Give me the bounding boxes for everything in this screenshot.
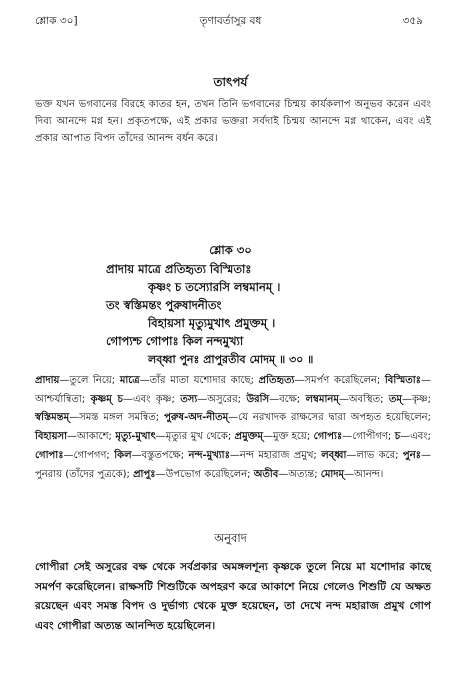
synonyms-paragraph: প্রাদায়—তুলে নিয়ে; মাত্রে—তাঁর মাতা যশোদার কাছে; প্রতিহৃত্য—সমর্পণ করেছিলেন; বিস্মিতাঃ—আশ্চর্যান্বিতা; কৃষ্ণম্ চ—এবং কৃষ্ণ; তস্য—অসুরের; উরসি—বক্ষে; লম্বমানম্—অবস্থিত; তম্—কৃষ্ণ; স্বস্তিমন্তম্—সমস্ত মঙ্গল সমন্বিত; পুরুষ-অদ-নীতম্—যে নরখাদক রাক্ষসের দ্বারা অপহৃত হয়েছিলেন; বিহায়সা—আকাশে; মৃত্যু-মুখাৎ—মৃত্যুর মুখ থেকে; প্রমুক্তম্—মুক্ত হয়ে; গোপ্যঃ—গোপীগণ; চ—এবং; গোপাঃ—গোপগণ; কিল—বস্তুতপক্ষে; নন্দ-মুখ্যাঃ—নন্দ মহারাজ প্রমুখ; লব্ধ্বা—লাভ করে; পুনঃ—পুনরায় (তাঁদের পুত্রকে); প্রাপুঃ—উপভোগ করেছিলেন; অতীব—অত্যন্ত; মোদম্—আনন্দ। xyxy=(35,375,432,480)
synonym-word: পুনঃ xyxy=(402,449,421,461)
synonym-meaning: যে নরখাদক রাক্ষসের দ্বারা অপহৃত হয়েছিলেন; xyxy=(238,412,431,424)
synonym-meaning: নন্দ মহারাজ প্রমুখ; xyxy=(239,449,322,461)
synonym-meaning: এবং কৃষ্ণ; xyxy=(132,393,181,405)
synonym-meaning: কৃষ্ণ; xyxy=(411,393,431,405)
synonym-word: গোপ্যঃ xyxy=(313,431,343,443)
synonym-word: তম্ xyxy=(388,393,402,405)
synonym-meaning: সমর্পণ করেছিলেন; xyxy=(304,375,385,386)
synonym-word: প্রমুক্তম্ xyxy=(234,431,263,443)
synonym-word: গোপাঃ xyxy=(35,449,64,461)
verse-line: বিহায়সা মৃত্যুমুখাৎ প্রমুক্তম্ । xyxy=(148,316,276,330)
synonym-word: মৃত্যু-মুখাৎ xyxy=(115,431,156,443)
synonym-word: লব্ধ্বা xyxy=(321,449,347,461)
synonym-meaning: অসুরের; xyxy=(207,393,247,405)
synonym-meaning: অবস্থিত; xyxy=(348,393,389,405)
synonym-word: পুরুষ-অদ-নীতম্ xyxy=(164,412,229,424)
synonym-word: স্বস্তিমন্তম্ xyxy=(35,412,70,424)
synonym-word: প্রাদায় xyxy=(35,375,60,386)
verse-line: প্রাদায় মাত্রে প্রতিহৃত্য বিস্মিতাঃ xyxy=(106,262,252,276)
synonym-word: প্রতিহৃত্য xyxy=(258,375,295,386)
synonym-meaning: তাঁর মাতা যশোদার কাছে; xyxy=(149,375,259,386)
synonym-word: লম্বমানম্ xyxy=(305,393,339,405)
synonym-meaning: লাভ করে; xyxy=(356,449,403,461)
synonym-meaning: এবং; xyxy=(410,431,432,443)
verse-line: গোপ্যশ্চ গোপাঃ কিল নন্দমুখ্যা xyxy=(106,334,244,348)
verse-line: কৃষ্ণং চ তস্যোরসি লম্বমানম্ । xyxy=(148,280,281,294)
purport-text: ভক্ত যখন ভগবানের বিরহে কাতর হন, তখন তিনি ভগবানের চিন্ময় কার্যকলাপ অনুভব করেন এবং দিব্য আনন্দে মগ্ন হন। প্রকৃতপক্ষে, এই প্রকার ভক্তরা সর্বদাই চিন্ময় আনন্দে মগ্ন থাকেন, এবং এই প্রকার আপাত বিপদ তাঁদের আনন্দ বর্ধন করে। xyxy=(35,99,431,144)
synonym-word: চ xyxy=(394,431,401,443)
header-verse-ref: শ্লোক ৩০] xyxy=(35,15,78,27)
synonym-word: প্রাপুঃ xyxy=(133,468,156,480)
synonym-word: অতীব xyxy=(253,468,279,480)
synonym-meaning: মুক্ত হয়ে; xyxy=(272,431,314,443)
translation-title: অনুবাদ xyxy=(214,531,247,545)
translation-text: গোপীরা সেই অসুরের বক্ষ থেকে সর্বপ্রকার অমঙ্গলশূন্য কৃষ্ণকে তুলে নিয়ে মা যশোদার কাছে সমর্পণ করেছিলেন। রাক্ষসটি শিশুটিকে অপহরণ করে আকাশে নিয়ে গেলেও শিশুটি যে অক্ষত রয়েছেন এবং সমস্ত বিপদ ও দুর্ভাগ্য থেকে মুক্ত হয়েছেন, তা দেখে নন্দ মহারাজ প্রমুখ গোপ এবং গোপীরা অত্যন্ত আনন্দিত হয়েছিলেন। xyxy=(35,561,431,632)
synonym-meaning: আনন্দ। xyxy=(354,468,384,480)
synonym-word: নন্দ-মুখ্যাঃ xyxy=(188,449,230,461)
synonym-meaning: আশ্চর্যান্বিতা; xyxy=(35,393,91,405)
synonym-word: উরসি xyxy=(246,393,270,405)
synonym-meaning: বস্তুতপক্ষে; xyxy=(141,449,189,461)
synonym-meaning: অত্যন্ত; xyxy=(288,468,321,480)
synonym-meaning: মৃত্যুর মুখ থেকে; xyxy=(165,431,235,443)
synonym-word: মোদম্ xyxy=(320,468,345,480)
header-chapter-title: তৃণাবর্তাসুর বধ xyxy=(199,15,262,27)
synonym-meaning: উপভোগ করেছিলেন; xyxy=(165,468,254,480)
purport-title: তাৎপর্য xyxy=(213,75,248,89)
synonym-word: কৃষ্ণম্ চ xyxy=(90,393,123,405)
synonym-meaning: গোপীগণ; xyxy=(352,431,395,443)
synonym-meaning: বক্ষে; xyxy=(279,393,306,405)
synonym-word: মাত্রে xyxy=(119,375,140,386)
synonym-word: তস্য xyxy=(180,393,198,405)
verse-title: শ্লোক ৩০ xyxy=(209,243,252,257)
synonym-word: বিস্মিতাঃ xyxy=(384,375,421,386)
synonym-word: বিহায়সা xyxy=(35,431,67,443)
synonym-meaning: তুলে নিয়ে; xyxy=(69,375,120,386)
synonym-meaning: আকাশে; xyxy=(76,431,116,443)
verse-line: লব্ধ্বা পুনঃ প্রাপুরতীব মোদম্ ॥ ৩০ ॥ xyxy=(148,353,314,366)
header-page-number: ৩৫৯ xyxy=(402,15,423,27)
synonym-meaning: পুনরায় (তাঁদের পুত্রকে); xyxy=(35,468,134,480)
verse-line: তং স্বস্তিমন্তং পুরুষাদনীতং xyxy=(106,298,222,312)
synonym-meaning: গোপগণ; xyxy=(73,449,115,461)
synonym-meaning: সমস্ত মঙ্গল সমন্বিত; xyxy=(79,412,165,424)
synonym-word: কিল xyxy=(114,449,132,461)
